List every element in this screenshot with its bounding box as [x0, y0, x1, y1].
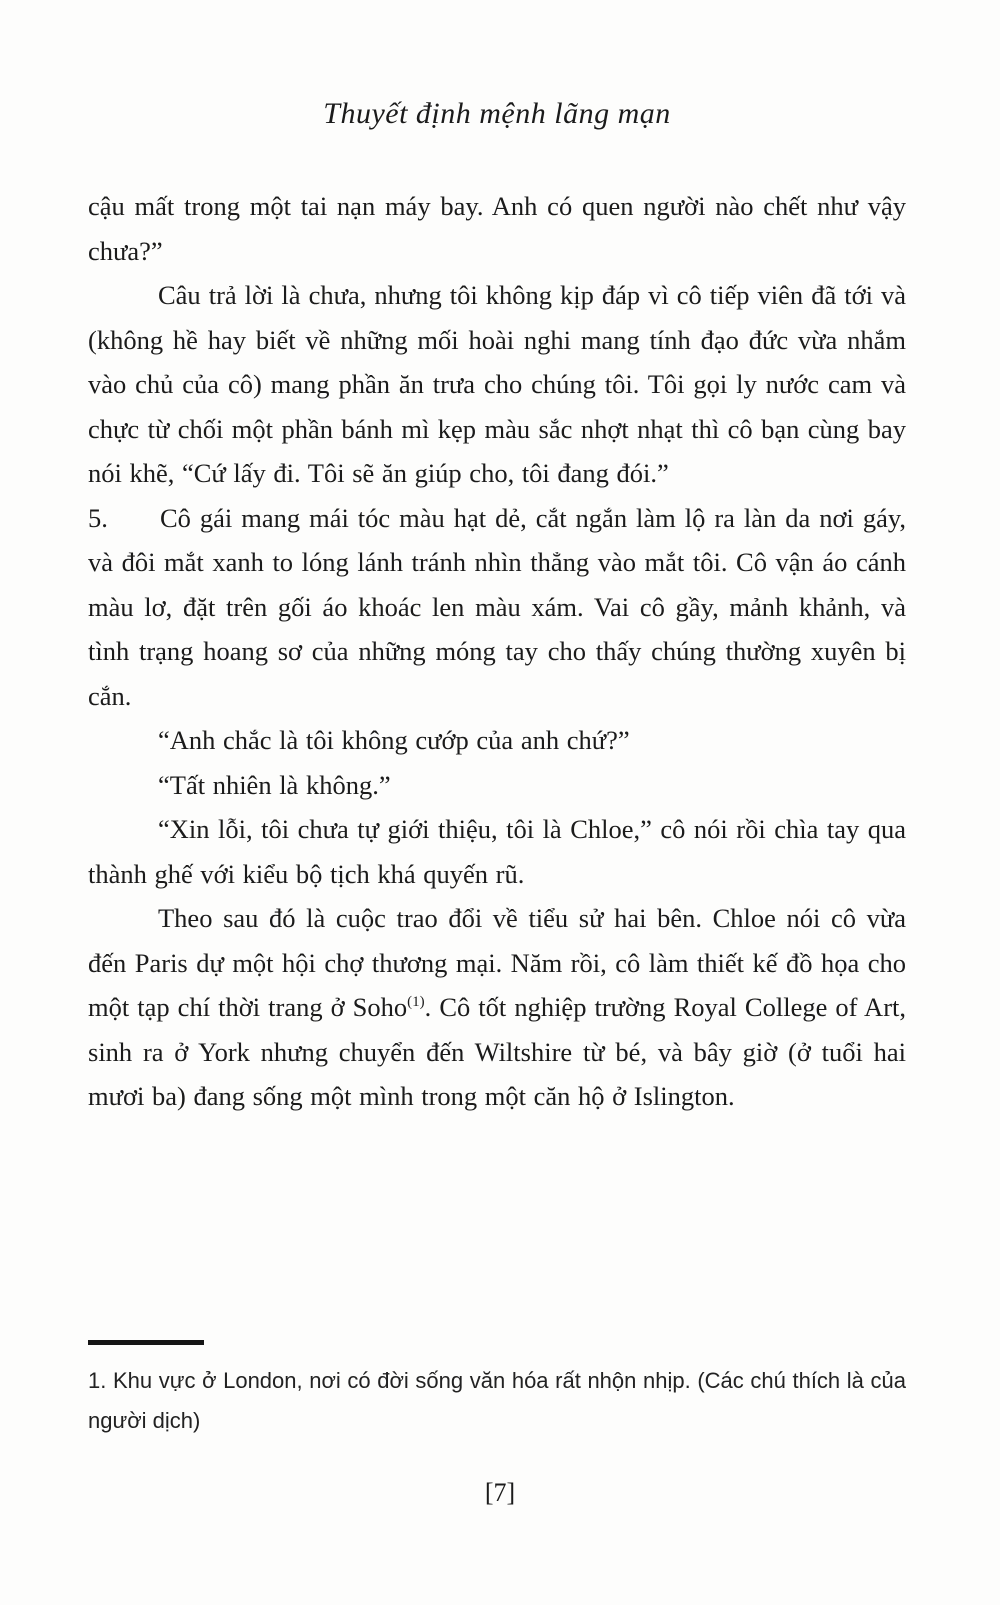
footnote-block — [88, 1340, 906, 1441]
paragraph-section-5 — [88, 496, 906, 719]
paragraph-biography — [88, 896, 906, 1119]
running-head: Thuyết định mệnh lãng mạn — [323, 97, 671, 130]
footnote-divider — [88, 1340, 204, 1345]
biography-text-after: . Cô tốt nghiệp trường Royal College of Art, sinh ra ở York nhưng chuyển đến Wiltshire từ bé, và bây giờ (ở tuổi hai mươi ba) đang sống một mình trong một căn hộ ở Islington. — [88, 992, 907, 1111]
page-number: [7] — [484, 1478, 516, 1507]
body-text — [88, 184, 906, 1119]
dialogue-line: “Tất nhiên là không.” — [158, 769, 391, 800]
section-text: Cô gái mang mái tóc màu hạt dẻ, cắt ngắn làm lộ ra làn da nơi gáy, và đôi mắt xanh to lóng lánh tránh nhìn thẳng vào mắt tôi. Cô vận áo cánh màu lơ, đặt trên gối áo khoác len màu xám. Vai cô gầy, mảnh khảnh, và tình trạng hoang sơ của những móng tay cho thấy chúng thường xuyên bị cắn. — [88, 502, 906, 711]
footnote-ref: (1) — [407, 994, 425, 1011]
dialogue-line: “Anh chắc là tôi không cướp của anh chứ?” — [158, 725, 630, 755]
paragraph: Câu trả lời là chưa, nhưng tôi không kịp đáp vì cô tiếp viên đã tới và (không hề hay biết về những mối hoài nghi mang tính đạo đức vừa nhắm vào chủ của cô) mang phần ăn trưa cho chúng tôi. Tôi gọi ly nước cam và chực từ chối một phần bánh mì kẹp màu sắc nhợt nhạt thì cô bạn cùng bay nói khẽ, “Cứ lấy đi. Tôi sẽ ăn giúp cho, tôi đang đói.” — [88, 280, 906, 488]
dialogue-line: “Xin lỗi, tôi chưa tự giới thiệu, tôi là Chloe,” cô nói rồi chìa tay qua thành ghế với kiểu bộ tịch khá quyến rũ. — [88, 814, 906, 889]
section-number: 5. — [88, 502, 108, 533]
biography-text-before: Theo sau đó là cuộc trao đổi về tiểu sử hai bên. Chloe nói cô vừa đến Paris dự một hội chợ thương mại. Năm rồi, cô làm thiết kế đồ họa cho một tạp chí thời trang ở Soho — [88, 903, 906, 1022]
paragraph-continuation: cậu mất trong một tai nạn máy bay. Anh có quen người nào chết như vậy chưa?” — [88, 191, 906, 266]
footnote: 1. Khu vực ở London, nơi có đời sống văn hóa rất nhộn nhịp. (Các chú thích là của người dịch) — [88, 1368, 906, 1433]
